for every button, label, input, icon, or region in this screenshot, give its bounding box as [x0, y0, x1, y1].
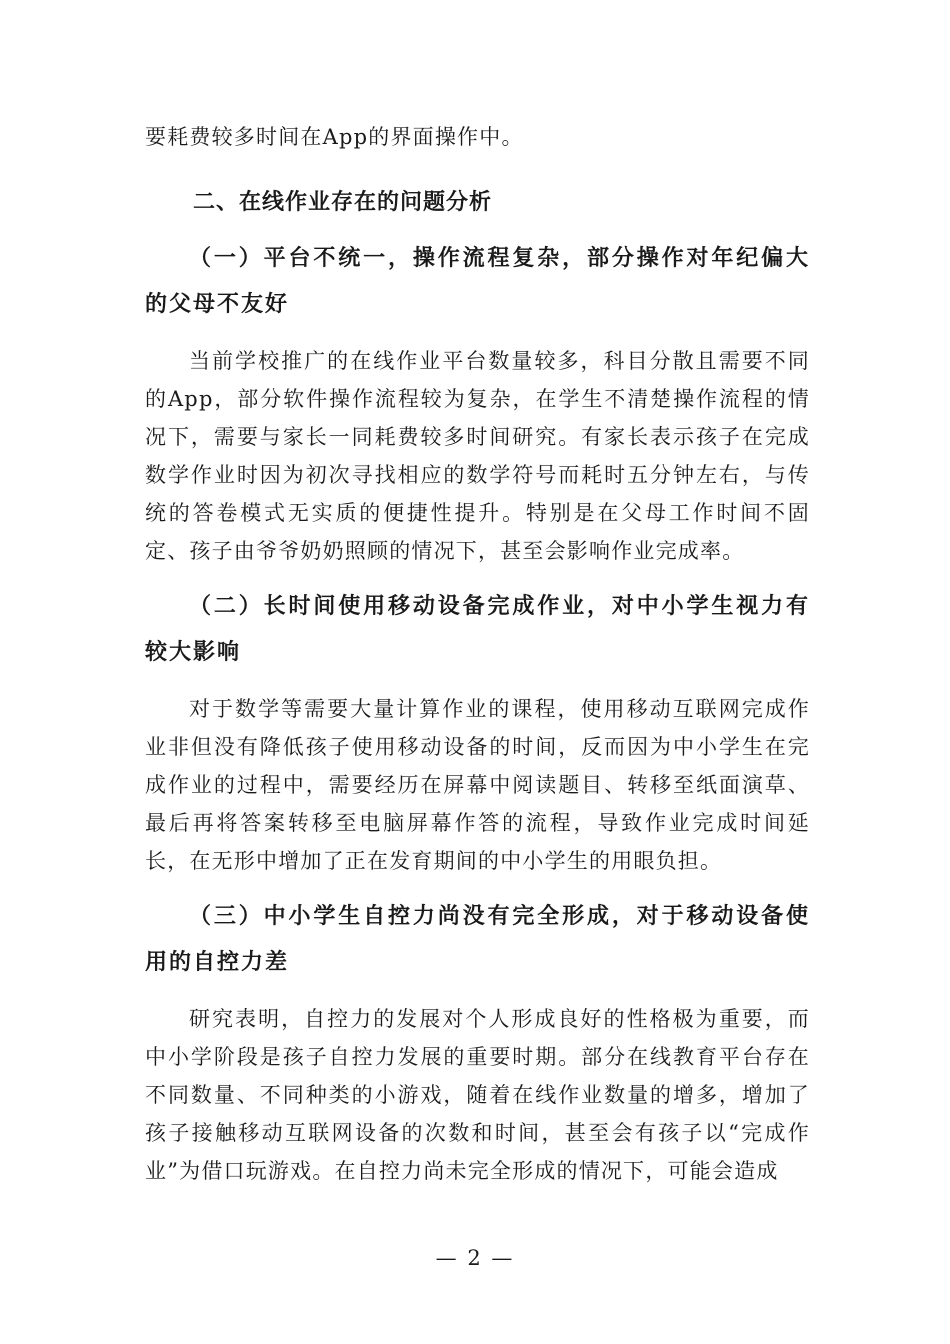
- subsection-heading-3: （三）中小学生自控力尚没有完全形成，对于移动设备使用的自控力差: [145, 904, 810, 975]
- subsection-heading-1: （一）平台不统一，操作流程复杂，部分操作对年纪偏大的父母不友好: [145, 246, 810, 317]
- text-column: [145, 118, 810, 1190]
- subsection-heading-2: （二）长时间使用移动设备完成作业，对中小学生视力有较大影响: [145, 594, 810, 665]
- subsection-body-1: 当前学校推广的在线作业平台数量较多，科目分散且需要不同的App，部分软件操作流程较为复杂，在学生不清楚操作流程的情况下，需要与家长一同耗费较多时间研究。有家长表示孩子在完成数学作业时因为初次寻找相应的数学符号而耗时五分钟左右，与传统的答卷模式无实质的便捷性提升。特别是在父母工作时间不固定、孩子由爷爷奶奶照顾的情况下，甚至会影响作业完成率。: [145, 349, 810, 563]
- subsection-body-2: 对于数学等需要大量计算作业的课程，使用移动互联网完成作业非但没有降低孩子使用移动设备的时间，反而因为中小学生在完成作业的过程中，需要经历在屏幕中阅读题目、转移至纸面演草、最后再将答案转移至电脑屏幕作答的流程，导致作业完成时间延长，在无形中增加了正在发育期间的中小学生的用眼负担。: [145, 697, 810, 873]
- page-number: — 2 —: [435, 1246, 515, 1270]
- section-title: 二、在线作业存在的问题分析: [193, 190, 493, 215]
- lead-paragraph: 要耗费较多时间在App的界面操作中。: [145, 125, 524, 149]
- subsection-body-3: 研究表明，自控力的发展对个人形成良好的性格极为重要，而中小学阶段是孩子自控力发展的重要时期。部分在线教育平台存在不同数量、不同种类的小游戏，随着在线作业数量的增多，增加了孩子接触移动互联网设备的次数和时间，甚至会有孩子以“完成作业”为借口玩游戏。在自控力尚未完全形成的情况下，可能会造成: [145, 1007, 810, 1183]
